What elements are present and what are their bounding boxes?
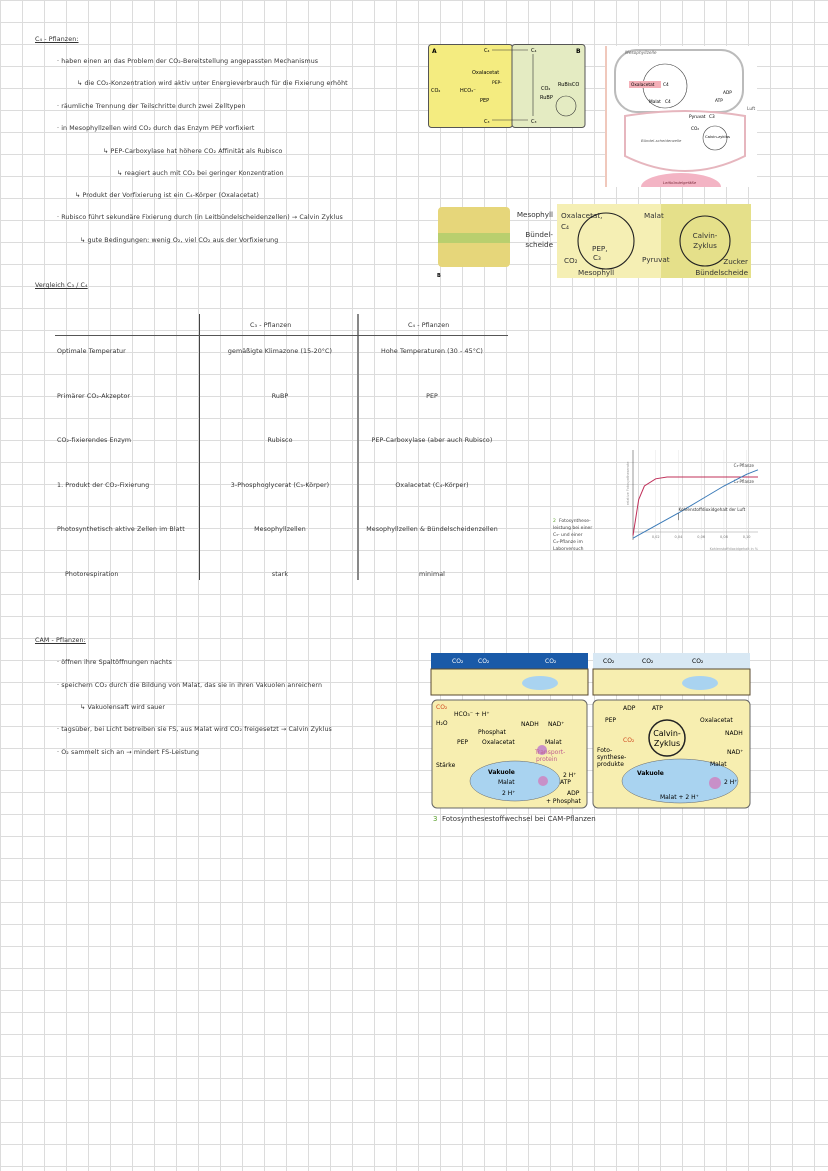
proton-label: 2 H⁺ xyxy=(563,772,577,779)
co2-label: CO₂ xyxy=(564,256,578,265)
figure-c4-cycle-ab xyxy=(428,44,586,129)
air-label: Luft xyxy=(747,107,756,112)
oxalacetat-label: Oxalacetat, xyxy=(561,211,603,220)
figure-caption: leistung bei einer xyxy=(553,526,593,531)
co2-label: CO₂ xyxy=(692,658,704,665)
column-header-c4: C₄ - Pflanzen xyxy=(408,322,450,329)
adp-label: ADP xyxy=(623,705,636,712)
oxalacetat-label: Oxalacetat xyxy=(700,717,733,724)
note-line: · tagsüber, bei Licht betreiben sie FS, aus Malat wird CO₂ freigesetzt → Calvin Zyklus xyxy=(57,726,332,733)
x-tick-label: 0,10 xyxy=(742,535,751,539)
nadh-label: NADH xyxy=(521,721,539,728)
co2-label: CO₂ xyxy=(436,704,448,711)
c4-label: C4 xyxy=(665,100,671,105)
note-line: · haben einen an das Problem der CO₂-Bereitstellung angepassten Mechanismus xyxy=(57,58,319,65)
table-row-label: CO₂-fixierendes Enzym xyxy=(57,437,132,444)
x-tick-label: 0,08 xyxy=(720,535,728,539)
calvin-label: Zyklus xyxy=(693,241,717,250)
figure-caption: Fotosynthese- xyxy=(559,519,591,524)
pep-label: PEP xyxy=(605,717,617,724)
vakuole-label: Vakuole xyxy=(637,770,664,777)
co2-label: CO₂ xyxy=(691,127,700,132)
rubp-label: RuBP xyxy=(540,95,553,101)
pep-label: PEP xyxy=(480,98,490,104)
c4-label: C₄ xyxy=(484,48,490,54)
hco3-label: HCO₃⁻ + H⁺ xyxy=(454,711,490,718)
atp-label: ATP xyxy=(652,705,663,712)
x-tick-label: 0,06 xyxy=(697,535,706,539)
rubisco-label: RuBisCO xyxy=(558,82,580,88)
table-row-label: 1. Produkt der CO₂-Fixierung xyxy=(57,482,150,489)
co2-label: CO₂ xyxy=(545,658,557,665)
nadh-label: NADH xyxy=(725,730,743,737)
mesophyll-label: Mesophyll xyxy=(578,268,615,277)
c3-label: C₃ xyxy=(593,253,601,262)
fotosynthese-label: synthese- xyxy=(597,754,627,761)
legend-label: C₃-Pflanze xyxy=(733,462,754,468)
figure-leaf-cells xyxy=(605,46,757,187)
compare-title: Vergleich C₃ / C₄ xyxy=(35,282,88,289)
fotosynthese-label: Foto- xyxy=(597,747,613,754)
table-cell: Rubisco xyxy=(267,437,293,444)
malat-label: Malat xyxy=(545,739,562,746)
table-header-line xyxy=(55,335,508,336)
annotation: Kohlenstoffdioxidgehalt der Luft xyxy=(678,507,746,513)
nad-label: NAD⁺ xyxy=(548,721,565,728)
figure-c4-scheme xyxy=(436,203,752,281)
pep-carboxylase-label: PEP- xyxy=(492,81,502,86)
oxalacetat-label: Oxalacetat xyxy=(631,83,655,88)
note-line: · speichern CO₂ durch die Bildung von Malat, das sie in ihren Vakuolen anreichern xyxy=(57,682,323,689)
transport-protein-label: protein xyxy=(536,756,558,763)
column-header-c3: C₃ - Pflanzen xyxy=(250,322,292,329)
co2-label: CO₂ xyxy=(603,658,615,665)
malat-label: Malat xyxy=(644,211,664,220)
cam-title: CAM - Pflanzen: xyxy=(35,637,86,644)
atp-label: ATP xyxy=(715,99,723,104)
legend-label: C₄-Pflanze xyxy=(733,479,754,484)
table-cell: Mesophyllzellen xyxy=(254,526,306,533)
label-b: B xyxy=(437,273,441,279)
note-line: ↳ gute Bedingungen: wenig O₂, viel CO₂ aus der Vorfixierung xyxy=(80,237,279,244)
x-tick-label: 0,04 xyxy=(674,535,683,539)
table-cell: minimal xyxy=(418,571,446,578)
co2-label: CO₂ xyxy=(541,86,551,92)
calvin-label: Zyklus xyxy=(653,739,681,748)
hco3-label: HCO₃⁻ xyxy=(460,88,476,94)
figure-photosynthesis-chart xyxy=(553,445,760,560)
malat-label: Malat xyxy=(649,100,661,105)
note-line: ↳ reagiert auch mit CO₂ bei geringer Konzentration xyxy=(117,170,284,177)
table-divider xyxy=(357,314,359,580)
label-a: A xyxy=(432,48,437,55)
bundle-sheath-label: scheide xyxy=(525,240,553,249)
atp-label: ATP xyxy=(560,779,571,786)
c3-label: C₃ xyxy=(531,119,537,125)
calvin-label: Calvin- xyxy=(692,231,718,240)
figure-cam-metabolism xyxy=(430,653,752,825)
figure-caption: Laborversuch xyxy=(553,547,584,552)
pep-label: PEP xyxy=(457,739,469,746)
table-cell: PEP-Carboxylase (aber auch Rubisco) xyxy=(371,437,493,444)
zucker-label: Zucker xyxy=(723,257,748,266)
table-row-label: Primärer CO₂-Akzeptor xyxy=(57,393,131,400)
vessel-label: Leitbündelgefäße xyxy=(663,180,697,185)
bundle-sheath-label: Bündel-scheidenzelle xyxy=(641,138,682,143)
bundle-sheath-label: Bündel- xyxy=(525,230,553,239)
mesophyll-label: Mesophyll xyxy=(516,210,553,219)
c4-label: C₄ xyxy=(561,222,569,231)
co2-label: CO₂ xyxy=(452,658,464,665)
phosphat-label: Phosphat xyxy=(478,729,506,736)
note-line: · räumliche Trennung der Teilschritte durch zwei Zelltypen xyxy=(57,103,246,110)
table-cell: Hohe Temperaturen (30 - 45°C) xyxy=(381,348,483,355)
pyruvat-label: Pyruvat xyxy=(689,115,706,120)
vakuole-label: Vakuole xyxy=(488,769,515,776)
note-line: ↳ Vakuolensaft wird sauer xyxy=(80,704,166,711)
staerke-label: Stärke xyxy=(436,762,456,769)
mesophyll-label: Mesophyllzelle xyxy=(625,51,657,56)
y-axis-label: relative Fotosyntheserate xyxy=(626,461,630,505)
c4-label: C₄ xyxy=(531,48,537,54)
note-line: · Rubisco führt sekundäre Fixierung durch (in Leitbündelscheidenzellen) → Calvin Zyklus xyxy=(57,214,343,221)
transport-protein-label: Transport- xyxy=(535,749,566,756)
table-cell: gemäßigte Klimazone (15-20°C) xyxy=(227,348,333,355)
oxalacetat-label: Oxalacetat xyxy=(482,739,515,746)
pep-label: PEP, xyxy=(592,244,608,253)
table-cell: Mesophyllzellen & Bündelscheidenzellen xyxy=(366,526,498,533)
x-axis-label: Kohlenstoffdioxidgehalt in % xyxy=(709,547,758,551)
c4-title: C₄ - Pflanzen: xyxy=(35,36,79,43)
table-cell: stark xyxy=(271,571,289,578)
malat-label: Malat xyxy=(498,779,515,786)
figure-caption: Fotosynthesestoffwechsel bei CAM-Pflanzen xyxy=(442,815,596,823)
table-cell: 3-Phosphoglycerat (C₃-Körper) xyxy=(230,482,330,489)
co2-label: CO₂ xyxy=(642,658,654,665)
oxalacetat-label: Oxalacetat xyxy=(472,70,500,76)
note-line: · in Mesophyllzellen wird CO₂ durch das Enzym PEP vorfixiert xyxy=(57,125,255,132)
table-row-label: Photorespiration xyxy=(65,571,119,578)
c3-label: C₃ xyxy=(484,119,490,125)
label-b: B xyxy=(576,48,581,55)
co2-label: CO₂ xyxy=(623,737,635,744)
note-line: ↳ PEP-Carboxylase hat höhere CO₂ Affinität als Rubisco xyxy=(103,148,283,155)
caption-number: 3 xyxy=(433,815,438,823)
table-row-label: Photosynthetisch aktive Zellen im Blatt xyxy=(57,526,185,533)
fotosynthese-label: produkte xyxy=(597,761,624,768)
co2-label: CO₂ xyxy=(431,88,441,94)
table-cell: PEP xyxy=(426,393,438,400)
table-cell: Oxalacetat (C₄-Körper) xyxy=(395,482,469,489)
note-line: ↳ die CO₂-Konzentration wird aktiv unter Energieverbrauch für die Fixierung erhöht xyxy=(77,80,348,87)
phosphat-label: + Phosphat xyxy=(546,798,581,805)
figure-caption: C₃- und einer xyxy=(553,533,583,538)
c4-label: C4 xyxy=(663,83,669,88)
malat-label: Malat + 2 H⁺ xyxy=(660,794,699,801)
figure-caption: C₄-Pflanze im xyxy=(553,540,583,545)
note-line: · öffnen ihre Spaltöffnungen nachts xyxy=(57,659,172,666)
proton-label: 2 H⁺ xyxy=(724,779,738,786)
table-cell: RuBP xyxy=(271,393,289,400)
adp-label: ADP xyxy=(723,91,732,96)
c3-label: C3 xyxy=(709,115,715,120)
co2-label: CO₂ xyxy=(478,658,490,665)
proton-label: 2 H⁺ xyxy=(502,790,516,797)
pyruvat-label: Pyruvat xyxy=(642,255,670,264)
table-row-label: Optimale Temperatur xyxy=(57,348,126,355)
caption-number: 2 xyxy=(553,519,556,524)
malat-label: Malat xyxy=(710,761,727,768)
calvin-label: Calvin-zyklus xyxy=(705,134,730,139)
note-line: · O₂ sammelt sich an → mindert FS-Leistung xyxy=(57,749,200,756)
h2o-label: H₂O xyxy=(436,720,448,727)
bundle-sheath-label: Bündelscheide xyxy=(695,268,748,277)
note-line: ↳ Produkt der Vorfixierung ist ein C₄-Körper (Oxalacetat) xyxy=(75,192,259,199)
nad-label: NAD⁺ xyxy=(727,749,744,756)
calvin-label: Calvin- xyxy=(653,729,681,738)
table-divider xyxy=(199,314,200,580)
adp-label: ADP xyxy=(567,790,580,797)
x-tick-label: 0,02 xyxy=(651,535,660,539)
